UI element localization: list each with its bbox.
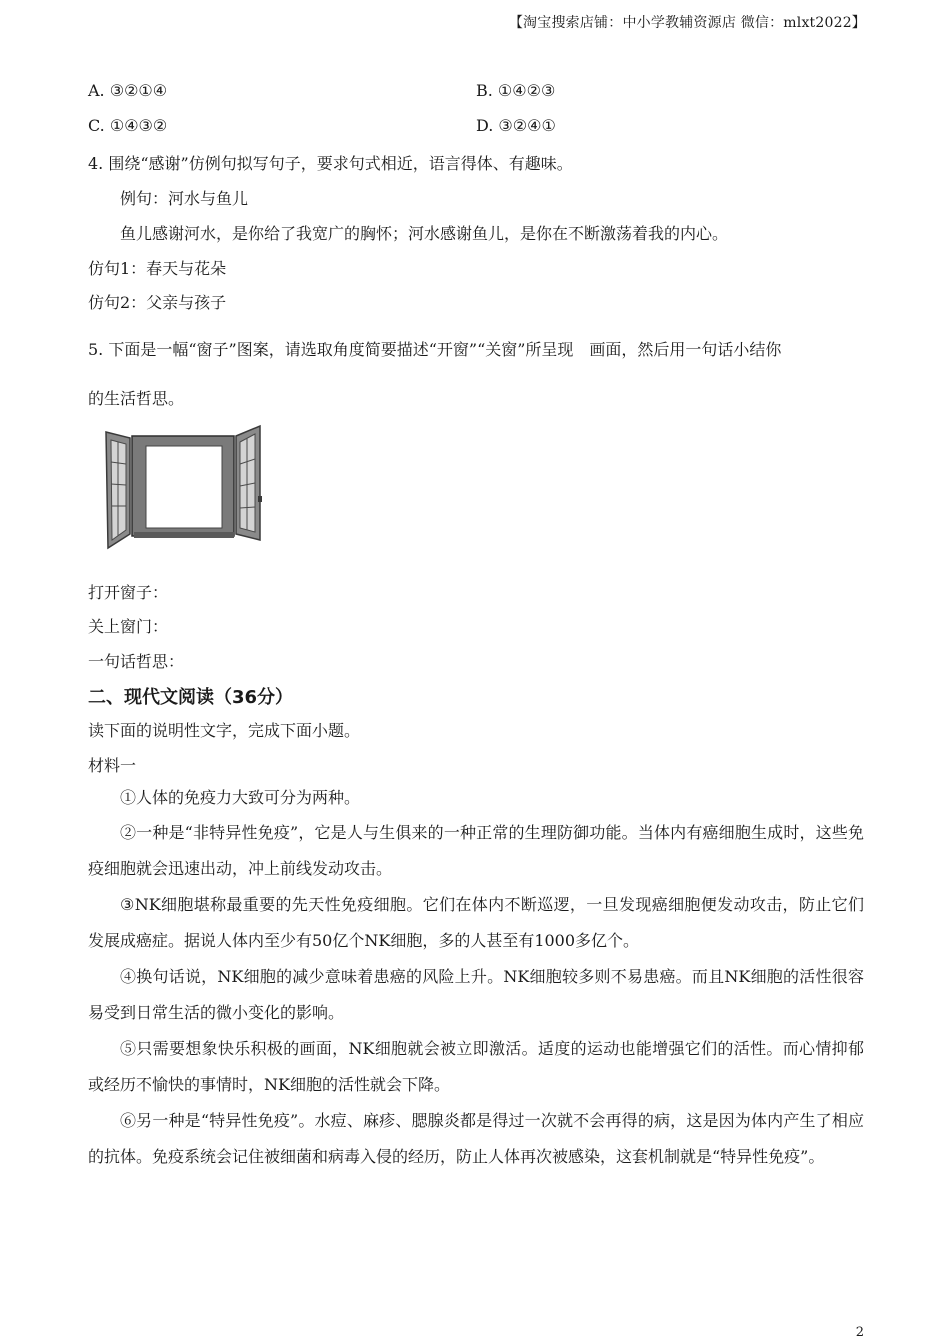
philosophy-label: 一句话哲思： <box>88 652 185 671</box>
imitation-2-label: 仿句2：父亲与孩子 <box>88 293 227 312</box>
open-window-icon <box>100 422 266 550</box>
question-5-prompt-line2: 的生活哲思。 <box>88 389 185 408</box>
imitation-1-label: 仿句1：春天与花朵 <box>88 259 227 278</box>
example-label: 例句：河水与鱼儿 <box>120 189 249 208</box>
header-note: 【淘宝搜索店铺：中小学教辅资源店 微信：mlxt2022】 <box>508 15 866 31</box>
example-sentence: 鱼儿感谢河水，是你给了我宽广的胸怀；河水感谢鱼儿，是你在不断激荡着我的内心。 <box>120 224 729 243</box>
paragraph-3: ③NK细胞堪称最重要的先天性免疫细胞。它们在体内不断巡逻，一旦发现癌细胞便发动攻击，防止它们发展成癌症。据说人体内至少有50亿个NK细胞，多的人甚至有1000多亿个。 <box>88 895 864 950</box>
paragraph-1: ①人体的免疫力大致可分为两种。 <box>120 788 361 807</box>
paragraph-6: ⑥另一种是“特异性免疫”。水痘、麻疹、腮腺炎都是得过一次就不会再得的病，这是因为体内产生了相应的抗体。免疫系统会记住被细菌和病毒入侵的经历，防止人体再次被感染，这套机制就是“特异性免疫”。 <box>88 1111 864 1166</box>
paragraph-2: ②一种是“非特异性免疫”，它是人与生俱来的一种正常的生理防御功能。当体内有癌细胞生成时，这些免疫细胞就会迅速出动，冲上前线发动攻击。 <box>88 823 864 878</box>
option-a: A. ③②①④ <box>88 81 168 100</box>
material-label: 材料一 <box>88 756 137 775</box>
option-b: B. ①④②③ <box>476 81 556 100</box>
window-illustration <box>100 422 266 550</box>
section-2-title: 二、现代文阅读（36分） <box>88 687 294 708</box>
paragraph-5: ⑤只需要想象快乐积极的画面，NK细胞就会被立即激活。适度的运动也能增强它们的活性。而心情抑郁或经历不愉快的事情时，NK细胞的活性就会下降。 <box>88 1039 864 1094</box>
question-5-prompt-line1: 5. 下面是一幅“窗子”图案，请选取角度简要描述“开窗”“关窗”所呈现 画面，然后用一句话小结你 <box>88 340 782 359</box>
page-number: 2 <box>855 1325 864 1340</box>
open-window-label: 打开窗子： <box>88 583 169 602</box>
question-4-prompt: 4. 围绕“感谢”仿例句拟写句子，要求句式相近，语言得体、有趣味。 <box>88 154 573 173</box>
paragraph-4: ④换句话说，NK细胞的减少意味着患癌的风险上升。NK细胞较多则不易患癌。而且NK细胞的活性很容易受到日常生活的微小变化的影响。 <box>88 967 864 1022</box>
reading-instruction: 读下面的说明性文字，完成下面小题。 <box>88 721 361 740</box>
option-d: D. ③②④① <box>476 116 556 135</box>
close-window-label: 关上窗门： <box>88 617 169 636</box>
option-c: C. ①④③② <box>88 116 168 135</box>
